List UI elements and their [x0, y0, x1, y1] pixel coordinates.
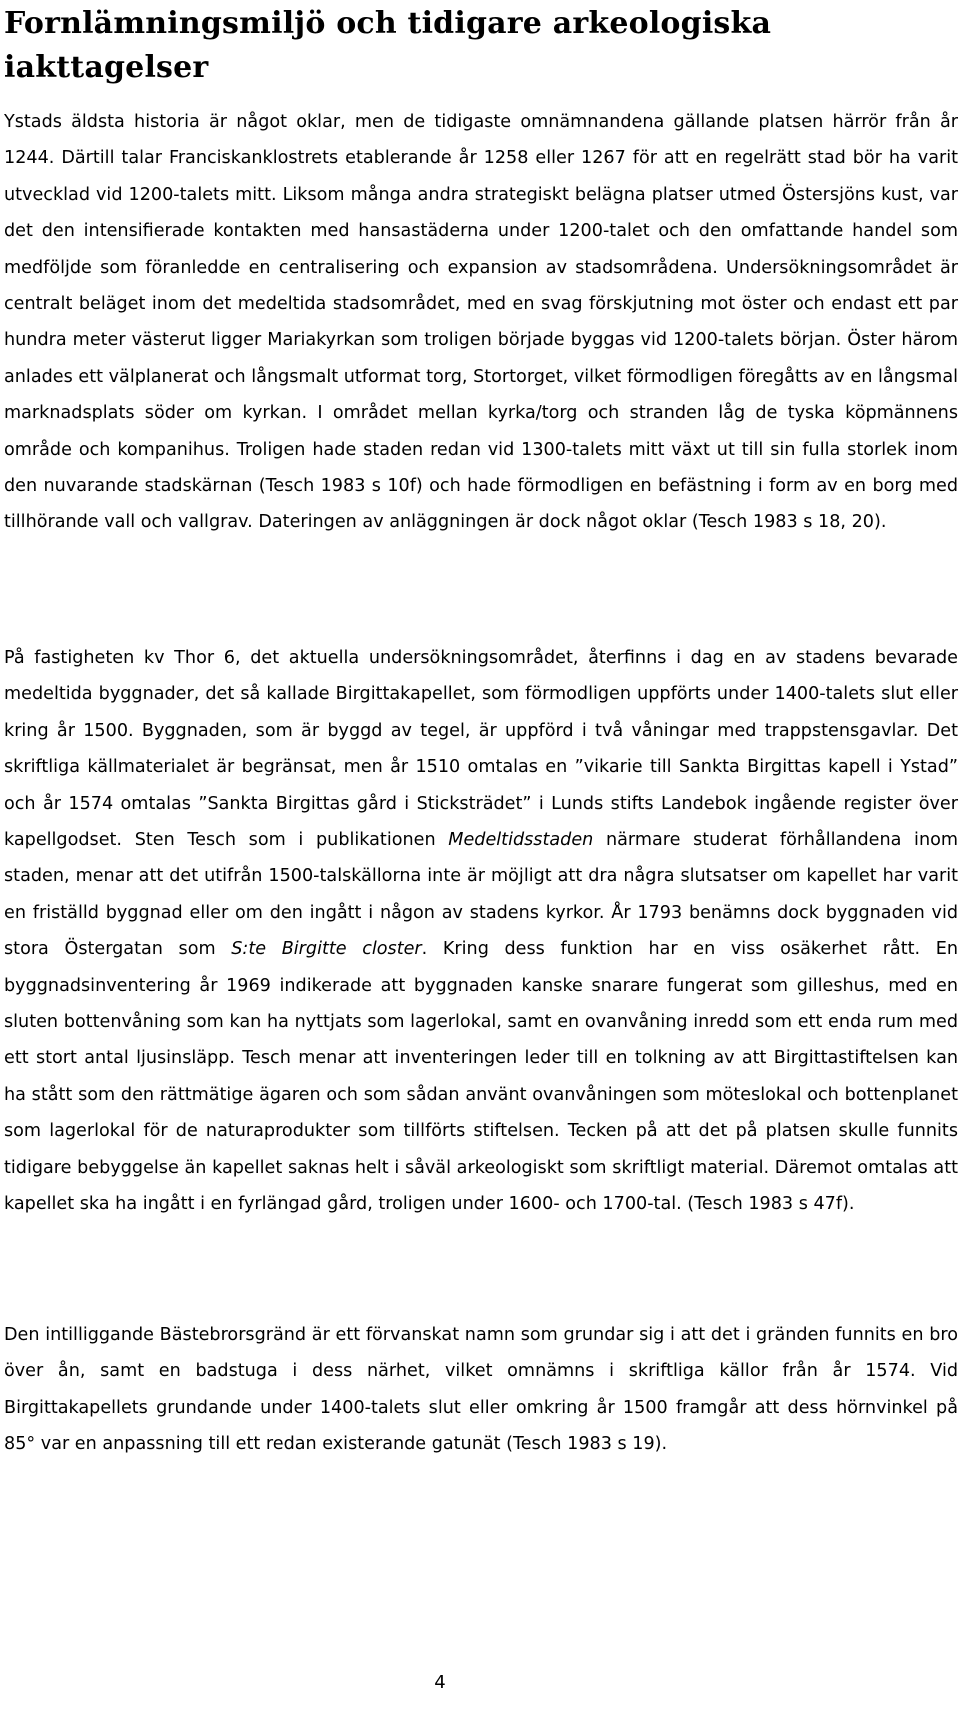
italic-title: Medeltidsstaden: [448, 830, 594, 851]
paragraph-text: . Kring dess funktion har en viss osäkerhet rått. En byggnadsinventering år 1969 indikerade att byggnaden kanske snarare fungerat som gilleshus, med en sluten bottenvåning som kan ha nyttjats som lagerlokal, samt en ovanvåning inredd som ett enda rum med ett stort antal ljusinsläpp. Tesch menar att inventeringen leder till en tolkning av att Birgittastiftelsen kan ha stått som den rättmätige ägaren och som sådan använt ovanvåningen som möteslokal och bottenplanet som lagerlokal för de naturaprodukter som tillförts stiftelsen. Tecken på att det på platsen skulle funnits tidigare bebyggelse än kapellet saknas helt i såväl arkeologiskt som skriftligt material. Däremot omtalas att kapellet ska ha ingått i en fyrlängad gård, troligen under 1600- och 1700-tal. (Tesch 1983 s 47f).: [4, 939, 958, 1215]
paragraph-bastebrorsgrand: Den intilliggande Bästebrorsgränd är ett förvanskat namn som grundar sig i att det i gränden funnits en bro över ån, samt en badstuga i dess närhet, vilket omnämns i skriftliga källor från år 1574. Vid Birgittakapellets grundande under 1400-talets slut eller omkring år 1500 framgår att dess hörnvinkel på 85° var en anpassning till ett redan existerande gatunät (Tesch 1983 s 19).: [4, 1325, 958, 1455]
page-number: 4: [434, 1672, 446, 1693]
paragraph-text: närmare studerat förhållandena inom staden, menar att det utifrån 1500-talskällorna inte är möjligt att dra några slutsatser om kapellet har varit en friställd byggnad eller om den ingått i någon av stadens kyrkor. År 1793 benämns dock byggnaden vid stora Östergatan som: [4, 830, 958, 960]
paragraph-history: Ystads äldsta historia är något oklar, men de tidigaste omnämnandena gällande platsen härrör från år 1244. Därtill talar Franciskanklostrets etablerande år 1258 eller 1267 för att en regelrätt stad bör ha varit utvecklad vid 1200-talets mitt. Liksom många andra strategiskt belägna platser utmed Östersjöns kust, var det den intensifierade kontakten med hansastäderna under 1200-talet och den omfattande handel som medföljde som föranledde en centralisering och expansion av stadsområdena. Undersökningsområdet är centralt beläget inom det medeltida stadsområdet, med en svag förskjutning mot öster och endast ett par hundra meter västerut ligger Mariakyrkan som troligen började byggas vid 1200-talets början. Öster härom anlades ett välplanerat och långsmalt utformat torg, Stortorget, vilket förmodligen föregåtts av en långsmal marknadsplats söder om kyrkan. I området mellan kyrka/torg och stranden låg de tyska köpmännens område och kompanihus. Troligen hade staden redan vid 1300-talets mitt växt ut till sin fulla storlek inom den nuvarande stadskärnan (Tesch 1983 s 10f) och hade förmodligen en befästning i form av en borg med tillhörande vall och vallgrav. Dateringen av anläggningen är dock något oklar (Tesch 1983 s 18, 20).: [4, 112, 958, 533]
paragraph-text: På fastigheten kv Thor 6, det aktuella undersökningsområdet, återfinns i dag en av stadens bevarade medeltida byggnader, det så kallade Birgittakapellet, som förmodligen uppförts under 1400-talets slut eller kring år 1500. Byggnaden, som är byggd av tegel, är uppförd i två våningar med trappstensgavlar. Det skriftliga källmaterialet är begränsat, men år 1510 omtalas en ”vikarie till Sankta Birgittas kapell i Ystad” och år 1574 omtalas ”Sankta Birgittas gård i Sticksträdet” i Lunds stifts Landebok ingående register över kapellgodset. Sten Tesch som i publikationen: [4, 648, 958, 851]
italic-name: S:te Birgitte closter: [231, 939, 422, 960]
paragraph-birgittakapellet: [4, 640, 958, 1223]
section-heading: Fornlämningsmiljö och tidigare arkeologiska iakttagelser: [4, 6, 772, 85]
